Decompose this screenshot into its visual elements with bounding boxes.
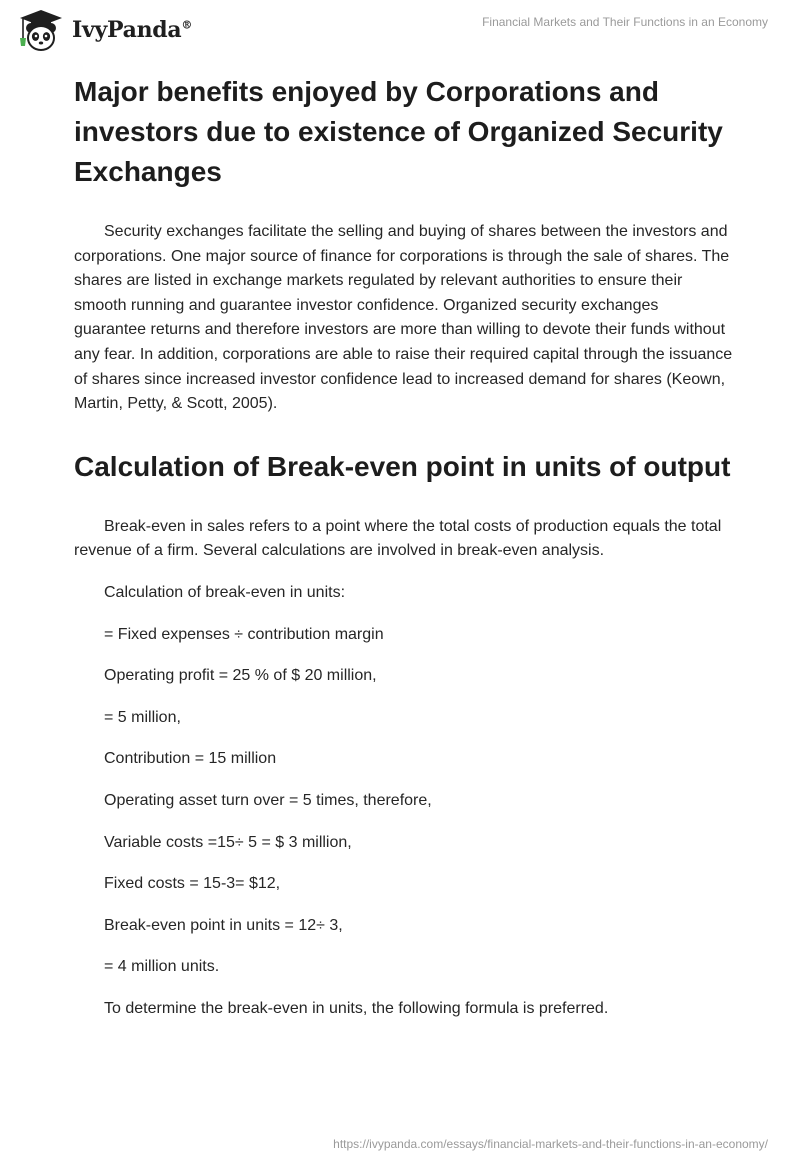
section-heading-break-even: Calculation of Break-even point in units of output xyxy=(74,450,731,482)
page-header xyxy=(0,0,800,60)
calculation-line: = 5 million, xyxy=(104,708,181,726)
section-heading-benefits: Major benefits enjoyed by Corporations and investors due to existence of Organized Security Exchanges xyxy=(74,76,723,187)
calculation-line: = Fixed expenses ÷ contribution margin xyxy=(104,625,384,643)
calculation-line: Operating asset turn over = 5 times, therefore, xyxy=(104,791,432,809)
calculation-line: Break-even point in units = 12÷ 3, xyxy=(104,916,343,934)
calculation-line: Contribution = 15 million xyxy=(104,750,277,768)
calculation-line: Operating profit = 25 % of $ 20 million, xyxy=(104,667,377,685)
logo-wordmark: IvyPanda® xyxy=(72,17,193,43)
essay-content xyxy=(74,72,734,1038)
calculation-line: Fixed costs = 15-3= $12, xyxy=(104,875,281,893)
calculation-line: Variable costs =15÷ 5 = $ 3 million, xyxy=(104,833,352,851)
paragraph-break-even: Break-even in sales refers to a point where the total costs of production equals the total revenue of a firm. Several calculations are involved in break-even analysis. xyxy=(74,517,722,560)
registered-mark: ® xyxy=(181,18,193,32)
calculation-line: = 4 million units. xyxy=(104,958,220,976)
ivypanda-logo[interactable] xyxy=(14,8,192,52)
panda-graduate-icon xyxy=(14,8,68,52)
calculation-line: Calculation of break-even in units: xyxy=(104,583,346,601)
document-title: Financial Markets and Their Functions in an Economy xyxy=(482,15,768,29)
paragraph-benefits: Security exchanges facilitate the selling and buying of shares between the investors and corporations. One major source of finance for corporations is through the sale of shares. The shares are listed in exchange markets regulated by relevant authorities to ensure their smooth running and guarantee investor confidence. Organized security exchanges guarantee returns and therefore investors are more than willing to devote their funds without any fear. In addition, corporations are able to raise their required capital through the issuance of shares since increased investor confidence lead to increased demand for shares (Keown, Martin, Petty, & Scott, 2005). xyxy=(74,223,733,413)
source-url[interactable]: https://ivypanda.com/essays/financial-markets-and-their-functions-in-an-economy/ xyxy=(333,1137,768,1151)
calculation-line: To determine the break-even in units, the following formula is preferred. xyxy=(104,999,609,1017)
calculation-list xyxy=(74,581,734,1022)
